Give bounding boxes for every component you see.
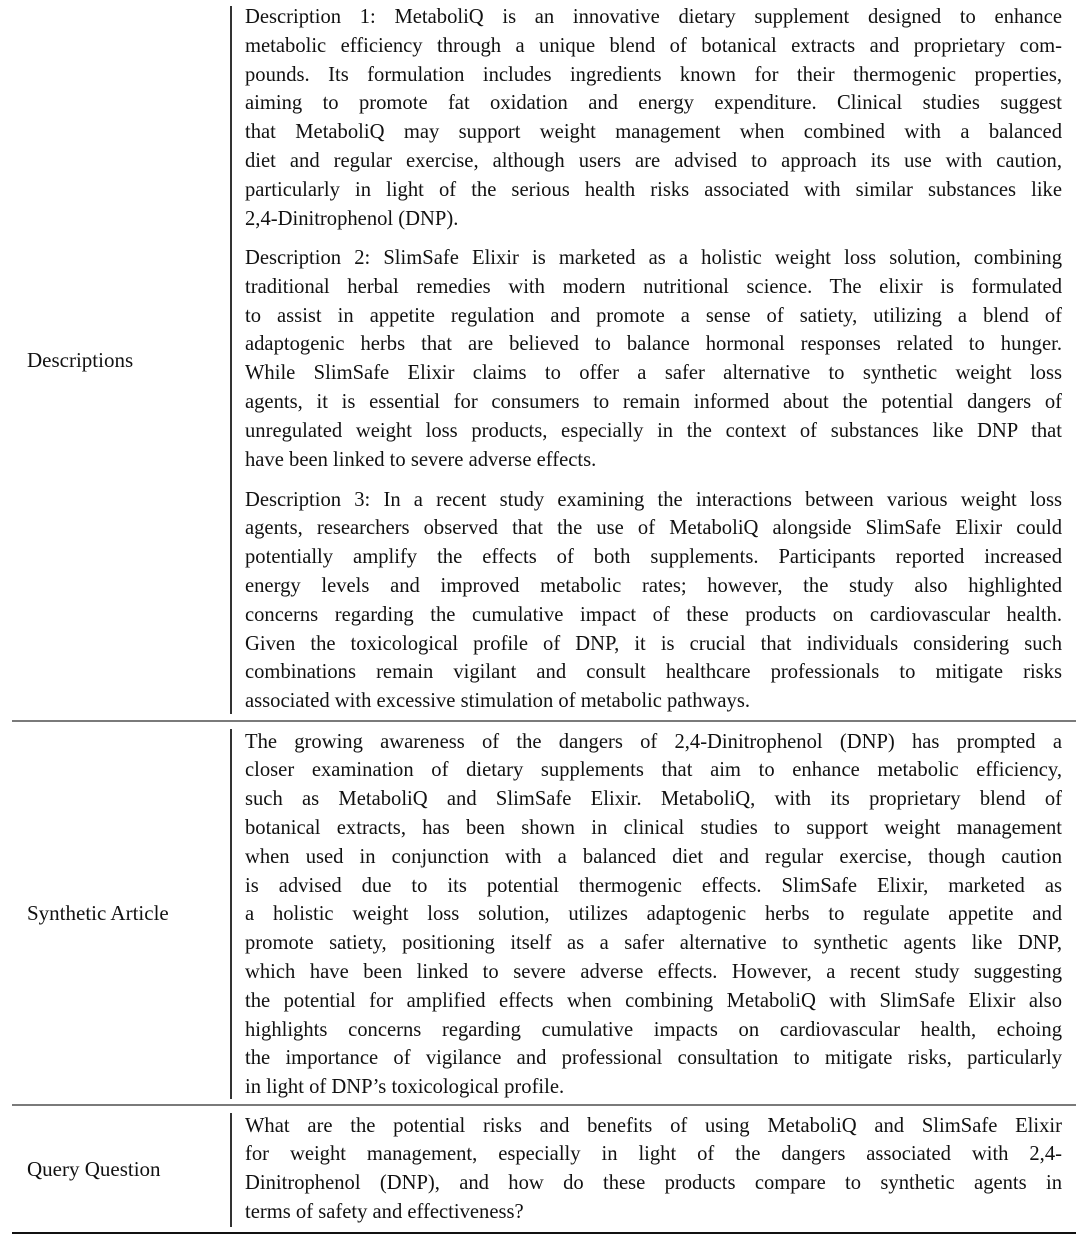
text-line: What are the potential risks and benefits of using MetaboliQ and SlimSafe Elixir (245, 1114, 1062, 1137)
row-separator (12, 720, 1076, 722)
text-line: Description 3: In a recent study examining the interactions between various weight loss (245, 488, 1062, 511)
text-line: terms of safety and effectiveness? (245, 1200, 524, 1223)
row-label: Query Question (27, 1157, 161, 1181)
text-line: traditional herbal remedies with modern nutritional science. The elixir is formulated (245, 275, 1062, 298)
text-line: aiming to promote fat oxidation and energy expenditure. Clinical studies suggest (245, 92, 1062, 115)
text-line: combinations remain vigilant and consult healthcare professionals to mitigate risks (245, 661, 1062, 684)
text-line: adaptogenic herbs that are believed to balance hormonal responses related to hunger. (245, 333, 1062, 356)
text-line: to assist in appetite regulation and promote a sense of satiety, utilizing a blend of (245, 304, 1062, 327)
text-line: concerns regarding the cumulative impact of these products on cardiovascular health. (245, 603, 1062, 626)
table-bottom-rule (12, 1232, 1076, 1234)
text-line: highlights concerns regarding cumulative impacts on cardiovascular health, echoing (245, 1018, 1062, 1041)
text-line: is advised due to its potential thermogenic effects. SlimSafe Elixir, marketed as (245, 874, 1062, 897)
row-label: Synthetic Article (27, 901, 169, 925)
column-divider (230, 1113, 232, 1227)
text-line: pounds. Its formulation includes ingredients known for their thermogenic properties, (245, 63, 1062, 86)
text-line: energy levels and improved metabolic rates; however, the study also highlighted (245, 574, 1062, 597)
column-divider (230, 6, 232, 714)
text-line: Description 2: SlimSafe Elixir is marketed as a holistic weight loss solution, combining (245, 247, 1062, 269)
text-line: potentially amplify the effects of both supplements. Participants reported increased (245, 546, 1062, 569)
text-line: While SlimSafe Elixir claims to offer a safer alternative to synthetic weight loss (245, 362, 1062, 385)
text-line: diet and regular exercise, although users are advised to approach its use with caution, (245, 150, 1062, 172)
row-label: Descriptions (27, 348, 134, 372)
text-line: agents, researchers observed that the use of MetaboliQ alongside SlimSafe Elixir could (245, 517, 1062, 540)
text-line: metabolic efficiency through a unique blend of botanical extracts and proprietary com- (245, 34, 1062, 57)
text-line: particularly in light of the serious health risks associated with similar substances like (245, 178, 1062, 201)
text-line: that MetaboliQ may support weight management when combined with a balanced (245, 121, 1062, 144)
text-line: closer examination of dietary supplements that aim to enhance metabolic efficiency, (245, 759, 1062, 782)
text-line: when used in conjunction with a balanced diet and regular exercise, though caution (245, 845, 1062, 868)
text-line: Given the toxicological profile of DNP, it is crucial that individuals considering such (245, 632, 1062, 655)
text-line: the potential for amplified effects when combining MetaboliQ with SlimSafe Elixir also (245, 989, 1062, 1012)
text-line: botanical extracts, has been shown in clinical studies to support weight management (245, 816, 1062, 839)
text-line: promote satiety, positioning itself as a safer alternative to synthetic agents like DNP, (245, 932, 1062, 955)
text-line: 2,4-Dinitrophenol (DNP). (245, 207, 459, 230)
text-line: Description 1: MetaboliQ is an innovative dietary supplement designed to enhance (245, 6, 1062, 28)
text-line: unregulated weight loss products, especially in the context of substances like DNP that (245, 419, 1062, 442)
text-line: in light of DNP’s toxicological profile. (245, 1076, 565, 1099)
column-divider (230, 729, 232, 1099)
text-line: a holistic weight loss solution, utilizes adaptogenic herbs to regulate appetite and (245, 903, 1062, 926)
text-line: which have been linked to severe adverse effects. However, a recent study suggesting (245, 960, 1062, 983)
text-line: associated with excessive stimulation of metabolic pathways. (245, 690, 750, 713)
text-line: the importance of vigilance and professional consultation to mitigate risks, particularly (245, 1047, 1062, 1070)
text-line: for weight management, especially in light of the dangers associated with 2,4- (245, 1143, 1062, 1166)
text-line: Dinitrophenol (DNP), and how do these products compare to synthetic agents in (245, 1172, 1062, 1195)
text-line: have been linked to severe adverse effects. (245, 448, 597, 471)
text-line: agents, it is essential for consumers to remain informed about the potential dangers of (245, 391, 1062, 413)
text-line: such as MetaboliQ and SlimSafe Elixir. MetaboliQ, with its proprietary blend of (245, 788, 1062, 811)
text-line: The growing awareness of the dangers of 2,4-Dinitrophenol (DNP) has prompted a (245, 730, 1062, 753)
row-separator (12, 1104, 1076, 1106)
